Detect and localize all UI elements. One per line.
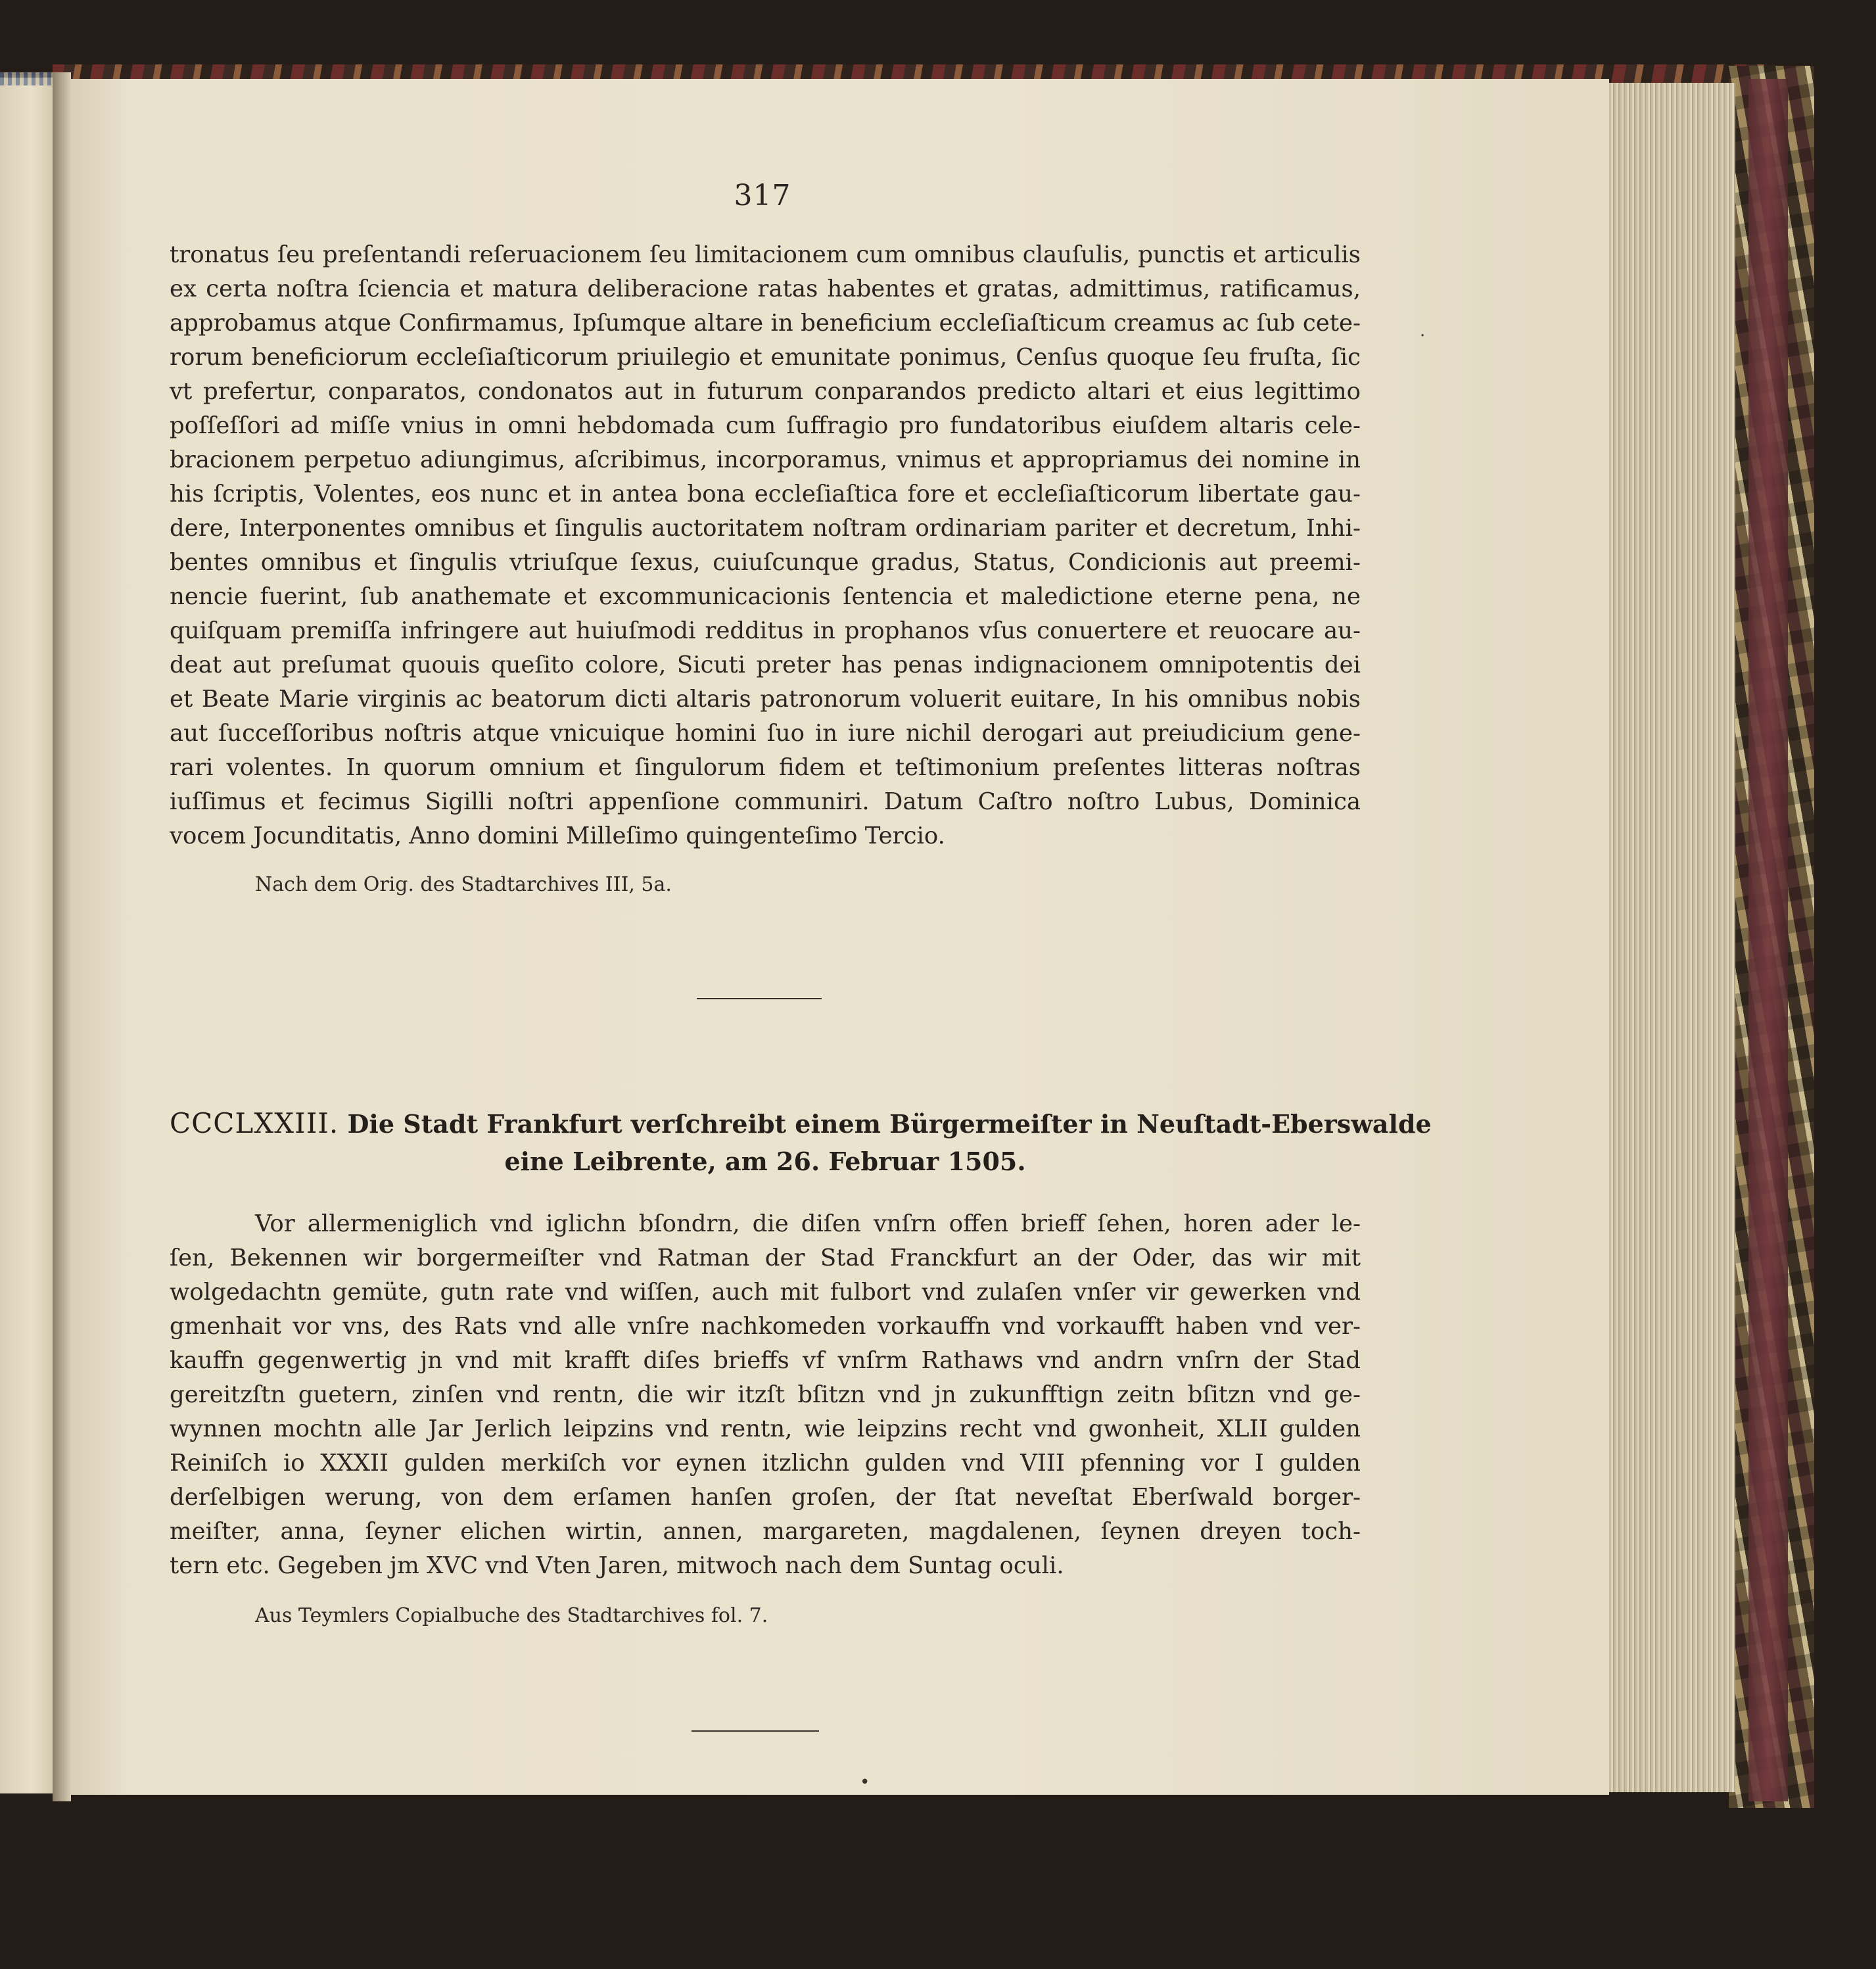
- document-a-source: Nach dem Orig. des Stadtarchives III, 5a.: [255, 873, 672, 896]
- text-line: tern etc. Gegeben jm XVC vnd Vten Jaren, mitwoch nach dem Suntag oculi.: [170, 1552, 1064, 1579]
- left-page-top-edge: [0, 72, 53, 85]
- charter-number: CCCLXXIII.: [170, 1107, 339, 1139]
- text-line: ex certa noſtra ſciencia et matura deliberacione ratas habentes et gratas, admittimus, ratificamus,: [170, 275, 1361, 302]
- text-line: deat aut preſumat quouis queſito colore, Sicuti preter has penas indignacionem omnipotentis dei: [170, 652, 1361, 678]
- text-line: iuſſimus et fecimus Sigilli noſtri appenſione communiri. Datum Caſtro noſtro Lubus, Dominica: [170, 788, 1361, 815]
- text-line: dere, Interponentes omnibus et ſingulis auctoritatem noſtram ordinariam pariter et decretum, Inhi-: [170, 515, 1361, 542]
- text-line: bracionem perpetuo adiungimus, aſcribimus, incorporamus, vnimus et appropriamus dei nomine in: [170, 446, 1361, 473]
- text-line: aut ſucceſſoribus noſtris atque vnicuique homini ſuo in iure nichil derogari aut preiudicium gene-: [170, 720, 1361, 747]
- page-edges-stack: [1604, 83, 1735, 1792]
- left-page-edge: [0, 78, 58, 1793]
- text-line: meiſter, anna, ſeyner elichen wirtin, annen, margareten, magdalenen, ſeynen dreyen toch-: [170, 1518, 1361, 1545]
- charter-heading: [170, 1104, 1432, 1181]
- text-line: bentes omnibus et ſingulis vtriuſque ſexus, cuiuſcunque gradus, Status, Condicionis aut preemi-: [170, 549, 1361, 576]
- text-line: rorum beneficiorum eccleſiaſticorum priuilegio et emunitate ponimus, Cenſus quoque ſeu fruſta, ſic: [170, 344, 1361, 371]
- document-b-body: [170, 1207, 1361, 1583]
- text-line: gereitzſtn guetern, zinſen vnd rentn, die wir itzſt bſitzn vnd jn zukunfftign zeitn bſitzn vnd ge-: [170, 1381, 1361, 1408]
- gutter-shadow: [53, 72, 71, 1801]
- text-line: gmenhait vor vns, des Rats vnd alle vnſre nachkomeden vorkauffn vnd vorkaufft haben vnd ver-: [170, 1313, 1361, 1340]
- text-line: Reiniſch io XXXII gulden merkiſch vor eynen itzlichn gulden vnd VIII pfenning vor I gulden: [170, 1450, 1361, 1477]
- text-line: wynnen mochtn alle Jar Jerlich leipzins vnd rentn, wie leipzins recht vnd gwonheit, XLII gulden: [170, 1415, 1361, 1442]
- heading-line-2: eine Leibrente, am 26. Februar 1505.: [504, 1147, 1026, 1176]
- text-line: poſſeſſori ad miſſe vnius in omni hebdomada cum ſuffragio pro fundatoribus eiuſdem altaris cele-: [170, 412, 1361, 439]
- page-number: 317: [734, 179, 791, 212]
- text-line: wolgedachtn gemüte, gutn rate vnd wiſſen, auch mit fulbort vnd zulaſen vnſer vir gewerken vnd: [170, 1279, 1361, 1306]
- section-divider: [697, 998, 822, 999]
- text-line: rari volentes. In quorum omnium et ſingulorum fidem et teſtimonium preſentes litteras noſtras: [170, 754, 1361, 781]
- text-line: kauffn gegenwertig jn vnd mit krafft diſes brieffs vf vnſrm Rathaws vnd andrn vnſrn der Stad: [170, 1347, 1361, 1374]
- heading-title: Die Stadt Frankfurt verſchreibt einem Bürgermeiſter in Neuſtadt-Eberswalde: [347, 1109, 1432, 1139]
- ink-speck: ·: [1420, 326, 1426, 346]
- text-line: tronatus ſeu preſentandi reſeruacionem ſeu limitacionem cum omnibus clauſulis, punctis et articulis: [170, 241, 1361, 268]
- text-line: Vor allermeniglich vnd iglichn bſondrn, die diſen vnſrn offen brieff ſehen, horen ader le-: [255, 1210, 1361, 1237]
- cover-spine: [1748, 79, 1788, 1801]
- text-line: ſen, Bekennen wir borgermeiſter vnd Ratman der Stad Franckfurt an der Oder, das wir mit: [170, 1245, 1361, 1271]
- text-line: vocem Jocunditatis, Anno domini Milleſimo quingenteſimo Tercio.: [170, 822, 945, 849]
- heading-line-1: [170, 1104, 1432, 1143]
- end-rule: [692, 1730, 819, 1732]
- text-line: his ſcriptis, Volentes, eos nunc et in antea bona eccleſiaſtica fore et eccleſiaſticorum libertate gau-: [170, 481, 1361, 508]
- ink-speck: •: [860, 1772, 870, 1792]
- document-b-source: Aus Teymlers Copialbuche des Stadtarchives fol. 7.: [255, 1604, 768, 1627]
- text-line: et Beate Marie virginis ac beatorum dicti altaris patronorum voluerit euitare, In his omnibus nobis: [170, 686, 1361, 713]
- text-line: vt prefertur, conparatos, condonatos aut in futurum conparandos predicto altari et eius legittimo: [170, 378, 1361, 405]
- document-a-body: [170, 238, 1361, 853]
- text-line: approbamus atque Confirmamus, Ipſumque altare in beneficium eccleſiaſticum creamus ac ſub cete-: [170, 310, 1361, 337]
- text-line: nencie fuerint, ſub anathemate et excommunicacionis ſentencia et maledictione eterne pena, ne: [170, 583, 1361, 610]
- text-line: derſelbigen werung, von dem erſamen hanſen groſen, der ſtat neveſtat Eberſwald borger-: [170, 1484, 1361, 1511]
- text-line: quiſquam premiſſa infringere aut huiuſmodi redditus in prophanos vſus conuertere et reuocare au-: [170, 617, 1361, 644]
